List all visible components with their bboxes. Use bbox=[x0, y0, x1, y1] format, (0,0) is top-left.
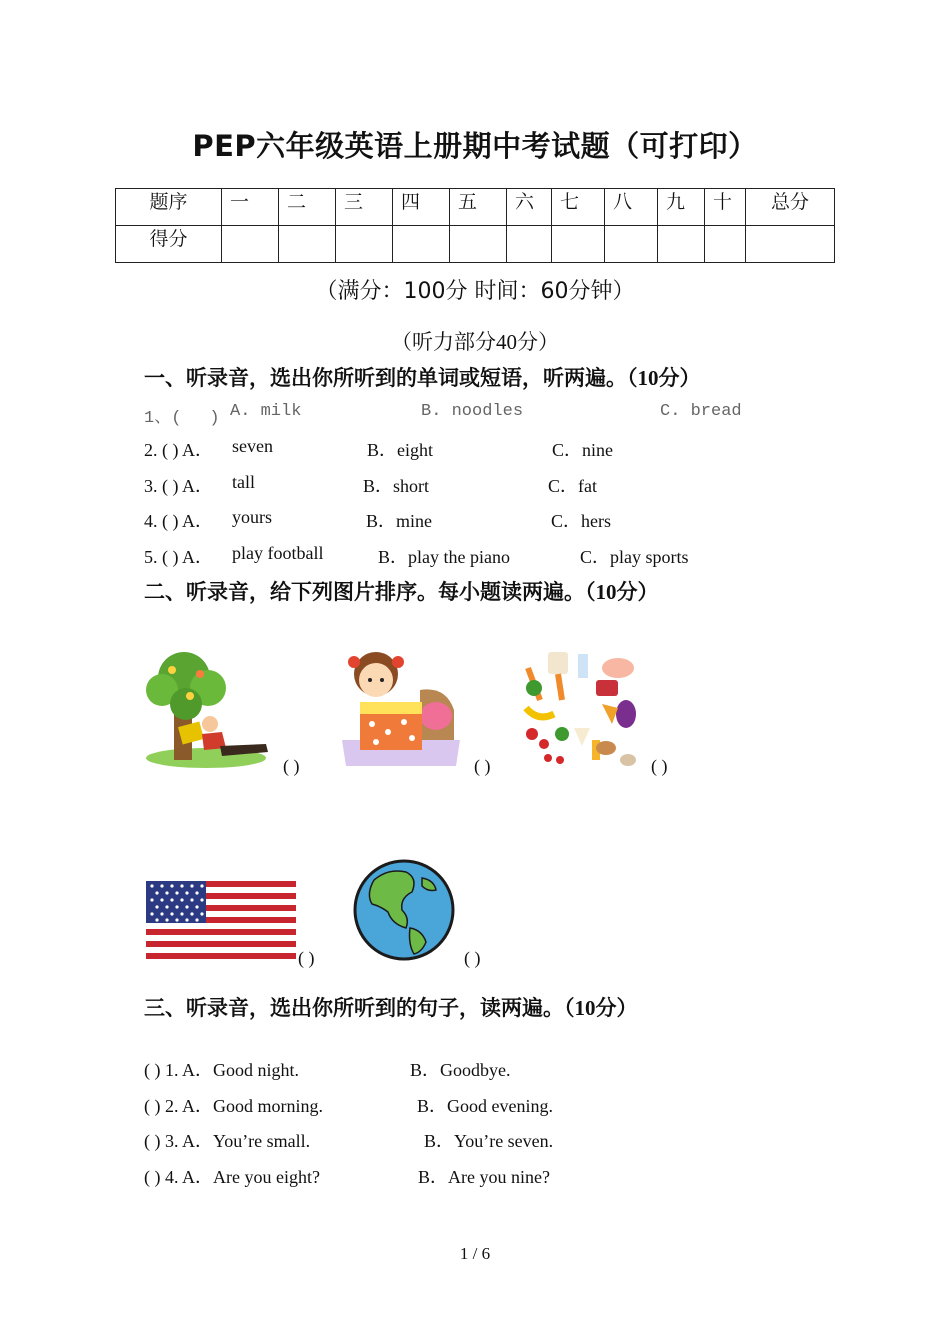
q1-option-b: B. noodles bbox=[421, 402, 524, 421]
answer-paren[interactable]: ( ) bbox=[283, 756, 300, 776]
table-cell: 四 bbox=[393, 189, 450, 226]
section2-heading: 二、听录音，给下列图片排序。每小题读两遍。（10分） bbox=[144, 580, 659, 604]
q2-option-c: C．nine bbox=[552, 440, 613, 460]
score-cell[interactable] bbox=[746, 226, 835, 263]
us-flag-picture bbox=[146, 881, 296, 959]
score-table-score-row bbox=[116, 226, 835, 263]
s3-q4: ( ) 4. A．Are you eight? bbox=[144, 1167, 320, 1187]
score-cell[interactable] bbox=[552, 226, 605, 263]
q1-number bbox=[144, 402, 220, 428]
s3-q4-option-b: B．Are you nine? bbox=[418, 1167, 550, 1187]
score-cell[interactable] bbox=[393, 226, 450, 263]
q4-number: 4. ( ) A． bbox=[144, 511, 213, 531]
s3-q3-option-b: B．You’re seven. bbox=[424, 1131, 554, 1151]
page-title: PEP六年级英语上册期中考试题（可打印） bbox=[192, 129, 758, 163]
full-marks-line: （满分：100分 时间：60分钟） bbox=[315, 279, 635, 304]
tree-reading-picture bbox=[144, 648, 280, 772]
table-cell: 三 bbox=[336, 189, 393, 226]
table-cell: 得分 bbox=[116, 226, 222, 263]
s3-q1-option-b: B．Goodbye. bbox=[410, 1060, 511, 1080]
q1-paren-close: ) bbox=[209, 409, 220, 428]
score-cell[interactable] bbox=[658, 226, 705, 263]
table-cell: 二 bbox=[279, 189, 336, 226]
q5-option-c: C．play sports bbox=[580, 547, 689, 567]
q5-option-b: B．play the piano bbox=[378, 547, 510, 567]
score-cell[interactable] bbox=[507, 226, 552, 263]
table-cell: 十 bbox=[705, 189, 746, 226]
listening-part-label: （听力部分40分） bbox=[391, 330, 559, 354]
q3-option-b: B．short bbox=[363, 476, 430, 496]
answer-paren[interactable]: ( ) bbox=[298, 948, 315, 968]
q2-number: 2. ( ) A． bbox=[144, 440, 213, 460]
table-cell: 六 bbox=[507, 189, 552, 226]
score-cell[interactable] bbox=[705, 226, 746, 263]
q5-number: 5. ( ) A． bbox=[144, 547, 213, 567]
score-cell[interactable] bbox=[279, 226, 336, 263]
answer-paren[interactable]: ( ) bbox=[474, 756, 491, 776]
s3-q3: ( ) 3. A．You’re small. bbox=[144, 1131, 311, 1151]
q3-option-a: tall bbox=[232, 472, 255, 492]
q1-option-a: A. milk bbox=[230, 402, 302, 421]
score-cell[interactable] bbox=[450, 226, 507, 263]
answer-paren[interactable]: ( ) bbox=[464, 948, 481, 968]
q4-option-a: yours bbox=[232, 507, 272, 527]
food-picture bbox=[518, 648, 640, 772]
table-cell: 九 bbox=[658, 189, 705, 226]
table-cell: 七 bbox=[552, 189, 605, 226]
score-table-header-row bbox=[116, 189, 835, 226]
score-cell[interactable] bbox=[605, 226, 658, 263]
s3-q2: ( ) 2. A．Good morning. bbox=[144, 1096, 323, 1116]
table-cell: 八 bbox=[605, 189, 658, 226]
q2-option-b: B．eight bbox=[367, 440, 433, 460]
answer-paren[interactable]: ( ) bbox=[651, 756, 668, 776]
q2-option-a: seven bbox=[232, 436, 273, 456]
section1-heading: 一、听录音，选出你所听到的单词或短语，听两遍。（10分） bbox=[144, 366, 701, 390]
q4-option-c: C．hers bbox=[551, 511, 611, 531]
q5-option-a: play football bbox=[232, 543, 324, 563]
score-cell[interactable] bbox=[222, 226, 279, 263]
s3-q2-option-b: B．Good evening. bbox=[417, 1096, 553, 1116]
section3-heading: 三、听录音，选出你所听到的句子，读两遍。（10分） bbox=[144, 996, 638, 1020]
girl-cake-picture bbox=[336, 650, 466, 774]
table-cell: 总分 bbox=[746, 189, 835, 226]
globe-picture bbox=[352, 858, 456, 962]
q1-number-text: 1、( bbox=[144, 409, 182, 428]
page-number: 1 / 6 bbox=[459, 1244, 491, 1263]
table-cell: 一 bbox=[222, 189, 279, 226]
score-cell[interactable] bbox=[336, 226, 393, 263]
q4-option-b: B．mine bbox=[366, 511, 432, 531]
q1-option-c: C. bread bbox=[660, 402, 742, 421]
score-table bbox=[115, 188, 835, 263]
q3-number: 3. ( ) A． bbox=[144, 476, 213, 496]
s3-q1: ( ) 1. A．Good night. bbox=[144, 1060, 299, 1080]
q3-option-c: C．fat bbox=[548, 476, 597, 496]
table-cell: 五 bbox=[450, 189, 507, 226]
table-cell: 题序 bbox=[116, 189, 222, 226]
